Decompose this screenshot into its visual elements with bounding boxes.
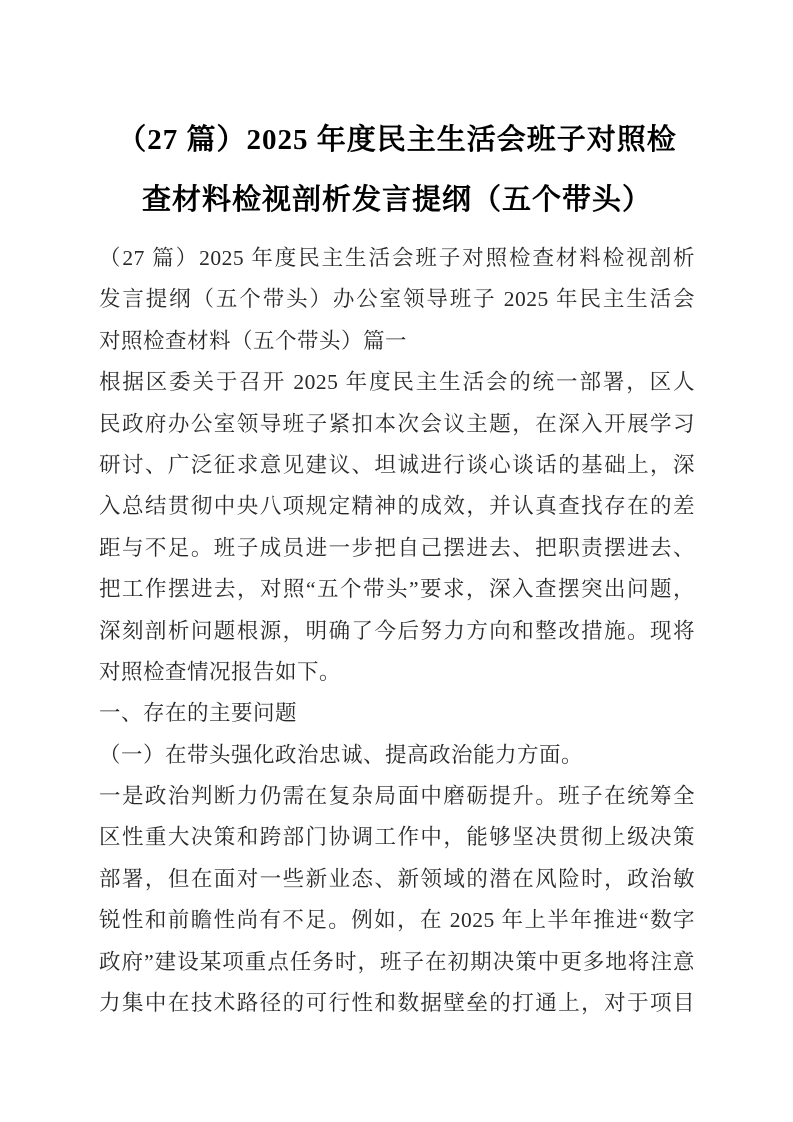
document-body (99, 238, 695, 1024)
text-line: 对照检查材料（五个带头）篇一 (99, 328, 408, 353)
text-line: 锐性和前瞻性尚有不足。例如，在 2025 年上半年推进“数字 (99, 908, 695, 933)
text-line: 把工作摆进去，对照“五个带头”要求，深入查摆突出问题， (99, 577, 695, 602)
section-heading: 一、存在的主要问题 (99, 701, 298, 726)
text-line: 根据区委关于召开 2025 年度民主生活会的统一部署，区人 (99, 370, 695, 395)
text-line: 对照检查情况报告如下。 (99, 659, 342, 684)
subsection-heading: （一）在带头强化政治忠诚、提高政治能力方面。 (99, 742, 584, 767)
title-line-2: 查材料检视剖析发言提纲（五个带头） (141, 184, 652, 216)
text-line: 发言提纲（五个带头）办公室领导班子 2025 年民主生活会 (99, 287, 695, 312)
text-line: 政府”建设某项重点任务时，班子在初期决策中更多地将注意 (99, 949, 695, 974)
text-line: 区性重大决策和跨部门协调工作中，能够坚决贯彻上级决策 (99, 825, 695, 850)
text-line: 深刻剖析问题根源，明确了今后努力方向和整改措施。现将 (99, 618, 695, 643)
text-line: （27 篇）2025 年度民主生活会班子对照检查材料检视剖析 (99, 246, 695, 270)
text-line: 距与不足。班子成员进一步把自己摆进去、把职责摆进去、 (99, 535, 695, 560)
text-line: 入总结贯彻中央八项规定精神的成效，并认真查找存在的差 (99, 494, 695, 519)
text-line: 部署，但在面对一些新业态、新领域的潜在风险时，政治敏 (99, 866, 695, 891)
text-line: 力集中在技术路径的可行性和数据壁垒的打通上，对于项目 (99, 991, 695, 1016)
title-line-1: （27 篇）2025 年度民主生活会班子对照检 (117, 124, 677, 156)
text-line: 民政府办公室领导班子紧扣本次会议主题，在深入开展学习 (99, 411, 695, 436)
text-line: 一是政治判断力仍需在复杂局面中磨砺提升。班子在统筹全 (99, 784, 695, 809)
document-title (99, 0, 695, 230)
text-line: 研讨、广泛征求意见建议、坦诚进行谈心谈话的基础上，深 (99, 452, 695, 477)
